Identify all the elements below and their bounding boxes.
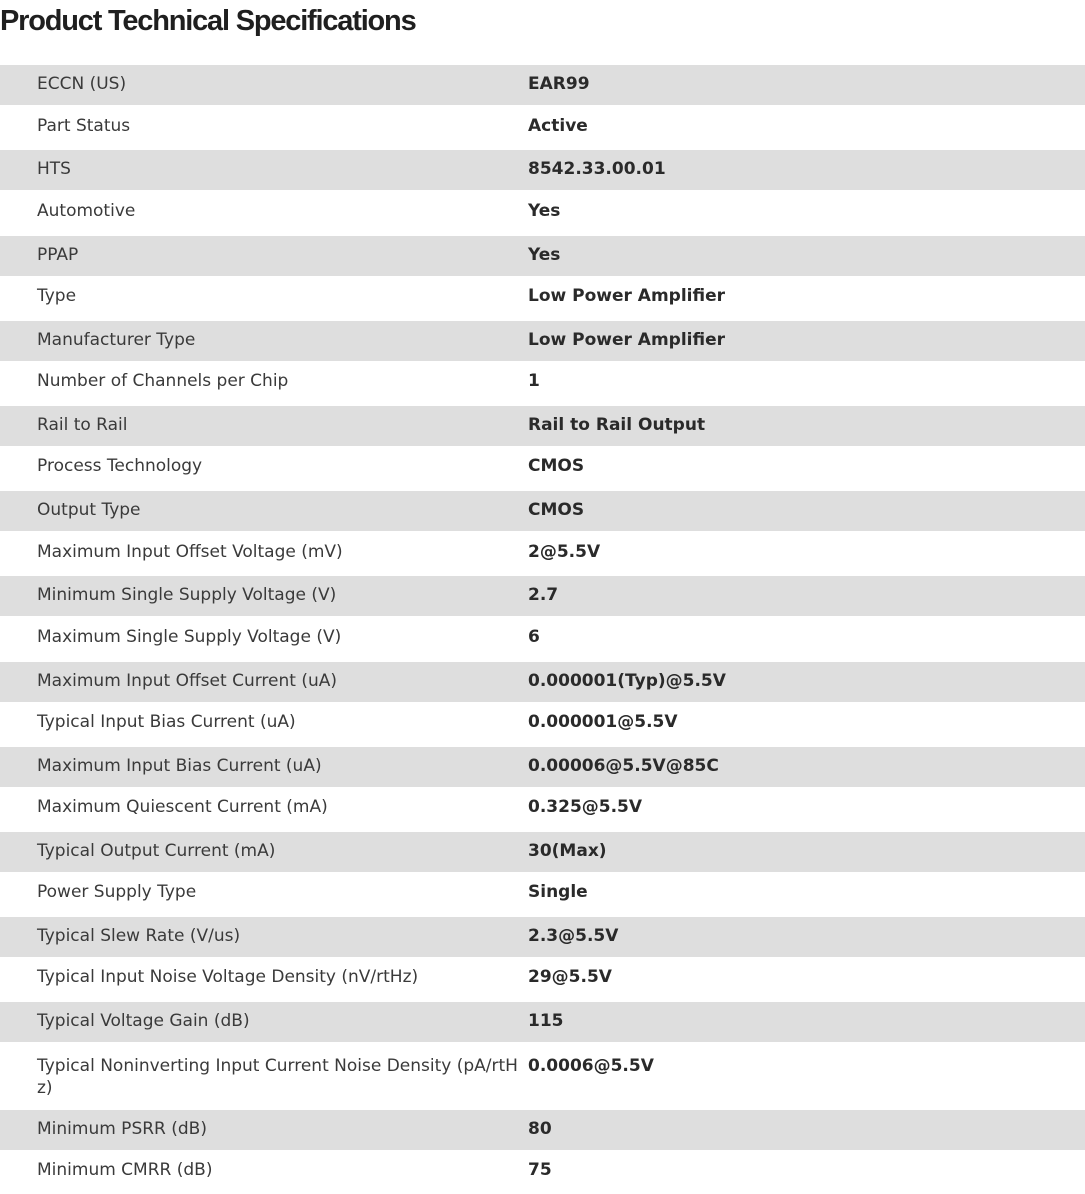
spec-label: Power Supply Type: [37, 882, 197, 903]
spec-label: Process Technology: [37, 456, 203, 477]
spec-label: Output Type: [37, 500, 141, 521]
page-title: Product Technical Specifications: [0, 5, 416, 37]
spec-value: 6: [528, 626, 540, 647]
spec-value: Low Power Amplifier: [528, 329, 726, 350]
spec-row-automotive: [0, 192, 1085, 235]
spec-value: Rail to Rail Output: [528, 415, 706, 436]
spec-label: Minimum PSRR (dB): [37, 1118, 207, 1139]
spec-value: Active: [528, 115, 588, 136]
spec-label: Rail to Rail: [37, 415, 128, 436]
spec-value: 29@5.5V: [528, 967, 612, 988]
spec-row-hts: [0, 150, 1085, 190]
spec-row-rail-to-rail: [0, 406, 1085, 446]
spec-value: 30(Max): [528, 840, 607, 861]
spec-value: 0.00006@5.5V@85C: [528, 755, 719, 776]
spec-label: Typical Slew Rate (V/us): [37, 926, 241, 947]
spec-label: PPAP: [37, 244, 79, 265]
spec-value: 0.0006@5.5V: [528, 1055, 654, 1076]
spec-row-min-psrr: [0, 1110, 1085, 1150]
spec-row-noninverting-current-noise-density: [0, 1044, 1085, 1109]
spec-label: HTS: [37, 159, 71, 180]
spec-row-ppap: [0, 236, 1085, 276]
spec-label: ECCN (US): [37, 74, 127, 95]
spec-label: Minimum Single Supply Voltage (V): [37, 585, 337, 606]
spec-value: Yes: [528, 244, 561, 265]
spec-row-min-cmrr: [0, 1151, 1085, 1194]
spec-value: CMOS: [528, 456, 585, 477]
spec-label: Number of Channels per Chip: [37, 371, 289, 392]
spec-row-eccn: [0, 65, 1085, 105]
spec-row-max-input-offset-current: [0, 662, 1085, 702]
spec-value: 8542.33.00.01: [528, 159, 666, 180]
spec-row-typical-output-current: [0, 832, 1085, 872]
spec-value: 2@5.5V: [528, 541, 601, 562]
spec-label: Maximum Input Offset Voltage (mV): [37, 541, 343, 562]
spec-value: 0.000001@5.5V: [528, 711, 678, 732]
spec-row-max-quiescent-current: [0, 788, 1085, 831]
spec-value: 80: [528, 1118, 552, 1139]
spec-value: EAR99: [528, 74, 590, 95]
spec-row-typical-voltage-gain: [0, 1002, 1085, 1042]
spec-table: [0, 64, 1085, 1194]
spec-label: Automotive: [37, 200, 136, 221]
spec-label: Minimum CMRR (dB): [37, 1160, 213, 1181]
spec-value: CMOS: [528, 500, 585, 521]
spec-value: 115: [528, 1011, 564, 1032]
spec-row-process-technology: [0, 447, 1085, 490]
spec-row-manufacturer-type: [0, 321, 1085, 361]
spec-row-typical-input-noise-voltage-density: [0, 958, 1085, 1001]
spec-row-channels: [0, 362, 1085, 405]
spec-label: Type: [37, 285, 77, 306]
spec-value: 75: [528, 1160, 552, 1181]
spec-value: 0.000001(Typ)@5.5V: [528, 670, 726, 691]
spec-row-max-single-supply-voltage: [0, 618, 1085, 661]
spec-label: Maximum Quiescent Current (mA): [37, 797, 328, 818]
spec-value: Single: [528, 882, 588, 903]
spec-row-part-status: [0, 107, 1085, 150]
spec-label: Maximum Input Bias Current (uA): [37, 755, 322, 776]
spec-row-typical-input-bias-current: [0, 703, 1085, 746]
spec-value: 1: [528, 371, 540, 392]
spec-label: Part Status: [37, 115, 131, 136]
spec-value: Low Power Amplifier: [528, 285, 726, 306]
spec-label: Maximum Input Offset Current (uA): [37, 670, 337, 691]
spec-label: Maximum Single Supply Voltage (V): [37, 626, 342, 647]
spec-value: 0.325@5.5V: [528, 797, 643, 818]
spec-row-max-input-bias-current: [0, 747, 1085, 787]
spec-label: Typical Noninverting Input Current Noise Density (pA/rtHz): [37, 1055, 518, 1098]
spec-row-output-type: [0, 491, 1085, 531]
spec-row-type: [0, 277, 1085, 320]
spec-value: 2.3@5.5V: [528, 926, 619, 947]
spec-value: 2.7: [528, 585, 559, 606]
spec-row-typical-slew-rate: [0, 917, 1085, 957]
spec-row-power-supply-type: [0, 873, 1085, 916]
spec-row-min-single-supply-voltage: [0, 576, 1085, 616]
spec-value: Yes: [528, 200, 561, 221]
spec-label: Typical Output Current (mA): [37, 840, 276, 861]
spec-row-max-input-offset-voltage: [0, 533, 1085, 576]
spec-label: Manufacturer Type: [37, 329, 196, 350]
spec-label: Typical Input Bias Current (uA): [37, 711, 296, 732]
spec-label: Typical Input Noise Voltage Density (nV/rtHz): [37, 967, 419, 988]
spec-label: Typical Voltage Gain (dB): [37, 1011, 250, 1032]
